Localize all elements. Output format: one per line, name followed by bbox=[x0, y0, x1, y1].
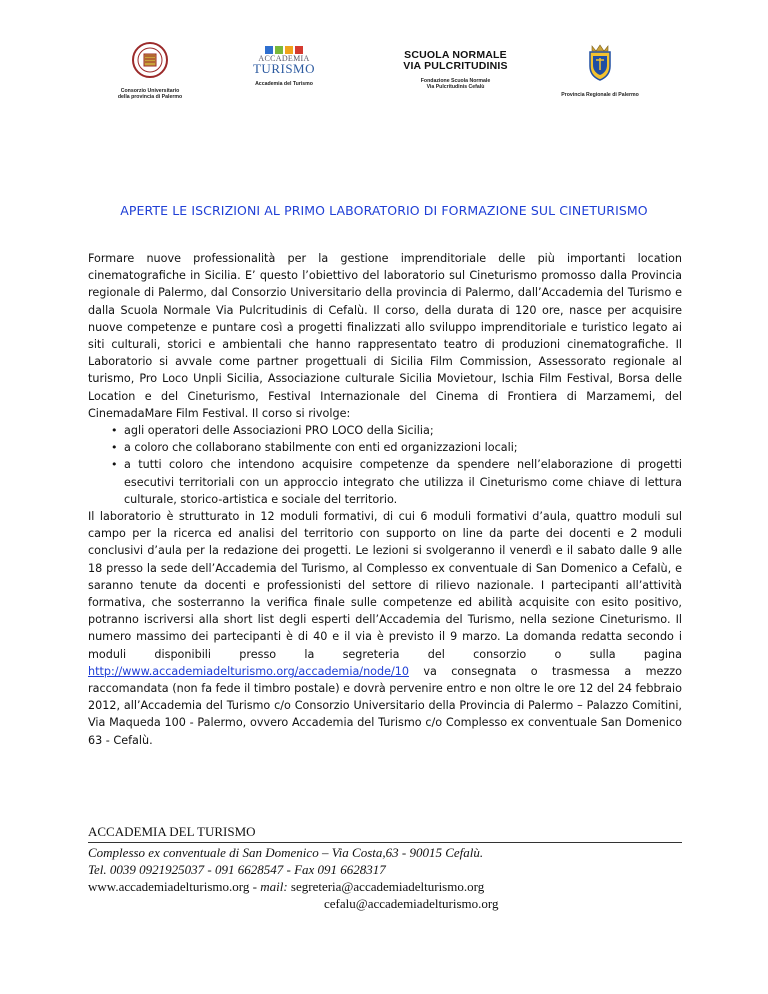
scuola-normale-title: SCUOLA NORMALE VIA PULCRITUDINIS bbox=[403, 49, 508, 72]
university-seal-icon bbox=[132, 42, 168, 78]
consorzio-logo bbox=[100, 42, 200, 100]
consorzio-caption: Consorzio Universitario della provincia di Palermo bbox=[117, 88, 183, 100]
footer-mail-label: - mail: bbox=[249, 879, 291, 894]
footer-phones: Tel. 0039 0921925037 - 091 6628547 - Fax 091 6628317 bbox=[88, 862, 386, 877]
accademia-caption: Accademia del Turismo bbox=[255, 81, 313, 87]
coat-of-arms-icon bbox=[582, 42, 618, 82]
bullet-icon: • bbox=[111, 424, 118, 438]
registration-form-link[interactable]: http://www.accademiadelturismo.org/accademia/node/10 bbox=[88, 664, 409, 678]
list-item: • a tutti coloro che intendono acquisire competenze da spendere nell’elaborazione di progetti esecutivi territoriali con un approccio integrato che utilizza il Cineturismo come chiave di lettura culturale, storico-artistica e sociale del territorio. bbox=[111, 458, 682, 506]
article-body bbox=[88, 250, 682, 749]
footer-website[interactable]: www.accademiadelturismo.org bbox=[88, 879, 250, 894]
bullet-icon: • bbox=[111, 458, 118, 472]
page-title: APERTE LE ISCRIZIONI AL PRIMO LABORATORIO DI FORMAZIONE SUL CINETURISMO bbox=[120, 203, 648, 218]
scuola-normale-logo bbox=[398, 50, 513, 90]
main-paragraph: Il laboratorio è strutturato in 12 moduli formativi, di cui 6 moduli formativi d’aula, quattro moduli sul campo per la ricerca ed analisi del territorio con supporto on line da parte dei docenti e 2 moduli conclusivi d’aula per la redazione dei progetti. Le lezioni si svolgeranno il venerdì e il sabato dalle 9 alle 18 presso la sede dell’Accademia del Turismo, al Complesso ex conventuale di San Domenico a Cefalù, e saranno tenute da docenti e professionisti del settore di rilievo nazionale. I partecipanti all’attività formativa, che sosterranno la verifica finale sulle competenze ed abilità acquisite con esito positivo, potranno iscriversi alla short list degli esperti dell’Accademia del Turismo, nella sezione Cineturismo. Il numero massimo dei partecipanti è di 40 e il via è previsto il 9 marzo. La domanda redatta secondo i moduli disponibili presso la segreteria del consorzio o sulla pagina http://www.accademiadelturismo.org/accademia/node/10 va consegnata o trasmessa a mezzo raccomandata (non fa fede il timbro postale) e dovrà pervenire entro e non oltre le ore 12 del 24 febbraio 2012, all’Accademia del Turismo c/o Consorzio Universitario della Provincia di Palermo – Palazzo Comitini, Via Maqueda 100 - Palermo, ovvero Accademia del Turismo c/o Complesso ex conventuale San Domenico 63 - Cefalù. bbox=[88, 510, 682, 747]
provincia-logo bbox=[540, 42, 660, 98]
scuola-normale-caption: Fondazione Scuola Normale Via Pulcritudinis Cefalù bbox=[420, 78, 491, 90]
footer-email-2[interactable]: cefalu@accademiadelturismo.org bbox=[324, 896, 499, 911]
accademia-logo bbox=[248, 46, 320, 87]
bullet-icon: • bbox=[111, 441, 118, 455]
intro-paragraph: Formare nuove professionalità per la gestione imprenditoriale delle più importanti location cinematografiche in Sicilia. E’ questo l’obiettivo del laboratorio sul Cineturismo promosso dalla Provincia regionale di Palermo, dal Consorzio Universitario della provincia di Palermo, dall’Accademia del Turismo e dalla Scuola Normale Via Pulcritudinis di Cefalù. Il corso, della durata di 120 ore, nasce per acquisire nuove competenze e puntare così a progetti finalizzati allo sviluppo imprenditoriale e turistico legato ai siti culturali, storici e ambientali che hanno rappresentato teatro di produzioni cinematografiche. Il Laboratorio si avvale come partner progettuali di Sicilia Film Commission, Assessorato regionale al turismo, Pro Loco Unpli Sicilia, Associazione culturale Sicilia Movietour, Ischia Film Festival, Borsa delle Location e del Cineturismo, Festival Internazionale del Cinema di Frontiera di Marzamemi, del CinemadaMare Film Festival. Il corso si rivolge: bbox=[88, 252, 682, 420]
footer-contacts bbox=[88, 878, 682, 895]
target-list bbox=[88, 422, 682, 508]
footer-divider bbox=[88, 842, 682, 843]
accademia-word: ACCADEMIA bbox=[258, 54, 310, 63]
footer-email-1[interactable]: segreteria@accademiadelturismo.org bbox=[290, 879, 485, 894]
footer bbox=[88, 823, 682, 912]
footer-address: Complesso ex conventuale di San Domenico – Via Costa,63 - 90015 Cefalù. bbox=[88, 845, 484, 860]
footer-org-name: ACCADEMIA DEL TURISMO bbox=[88, 824, 256, 839]
list-item: • agli operatori delle Associazioni PRO LOCO della Sicilia; bbox=[124, 422, 682, 439]
provincia-caption: Provincia Regionale di Palermo bbox=[561, 92, 639, 98]
logos-header bbox=[0, 40, 768, 110]
list-item: • a coloro che collaborano stabilmente con enti ed organizzazioni locali; bbox=[124, 439, 682, 456]
accademia-squares-icon bbox=[248, 46, 320, 54]
turismo-word: TURISMO bbox=[252, 61, 315, 76]
